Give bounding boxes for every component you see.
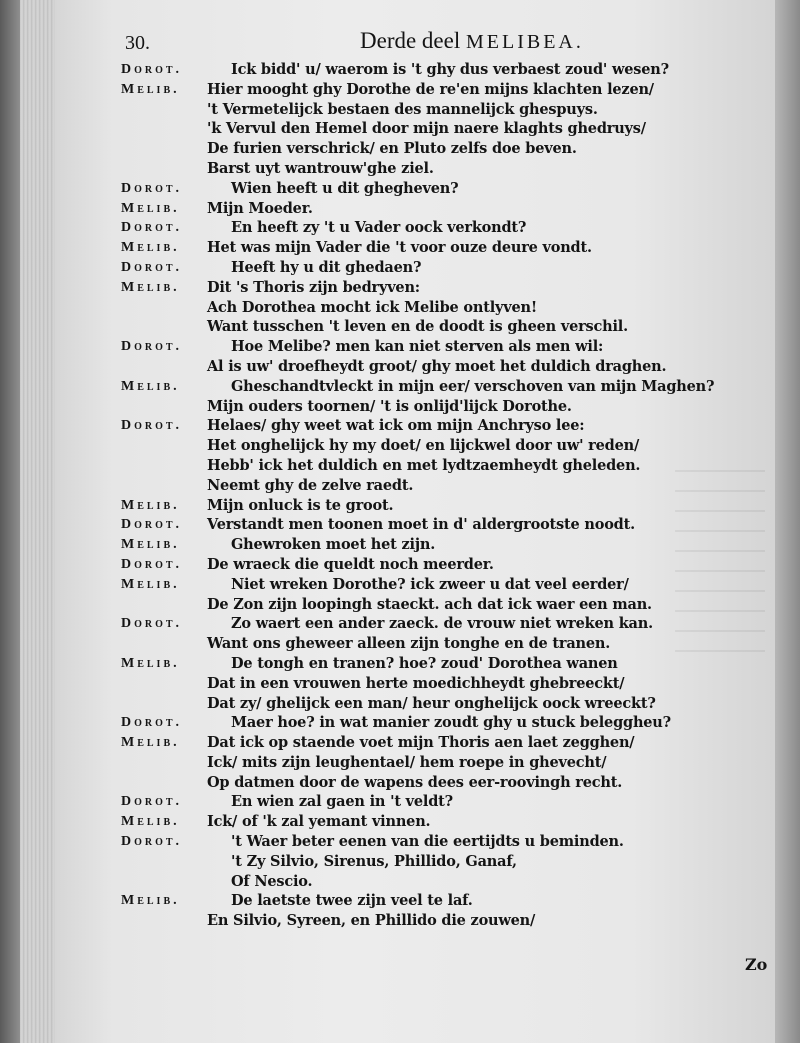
verse-text: De furien verschrick/ en Pluto zelfs doe beven. <box>207 140 577 158</box>
speaker-label: Dorot. <box>121 715 183 731</box>
verse-text: Dat in een vrouwen herte moedichheydt ghebreeckt/ <box>207 674 625 692</box>
dialogue-line <box>55 911 775 931</box>
dialogue-line <box>55 674 775 694</box>
dialogue-line <box>55 713 775 733</box>
dialogue-line <box>55 80 775 100</box>
page-number: 30. <box>125 32 150 54</box>
dialogue-line <box>55 317 775 337</box>
speaker-label: Dorot. <box>121 180 183 196</box>
dialogue-line <box>55 634 775 654</box>
dialogue-line <box>55 278 775 298</box>
speaker-label: Dorot. <box>121 220 183 236</box>
dialogue-line <box>55 60 775 80</box>
catchword: Zo <box>745 955 768 974</box>
speaker-label: Melib. <box>121 240 180 256</box>
verse-text: Dat ick op staende voet mijn Thoris aen laet zegghen/ <box>207 734 635 752</box>
dialogue-line <box>55 298 775 318</box>
verse-text: Mijn ouders toornen/ 't is onlijd'lijck Dorothe. <box>207 397 572 415</box>
verse-text: Verstandt men toonen moet in d' aldergrootste noodt. <box>207 516 635 534</box>
verse-text: Maer hoe? in wat manier zoudt ghy u stuck beleggheu? <box>231 714 671 732</box>
verse-text: Mijn Moeder. <box>207 199 313 217</box>
dialogue-line <box>55 832 775 852</box>
dialogue-line <box>55 377 775 397</box>
verse-text: Zo waert een ander zaeck. de vrouw niet wreken kan. <box>231 615 653 633</box>
dialogue-line <box>55 100 775 120</box>
verse-text: Want ons gheweer alleen zijn tonghe en de tranen. <box>207 635 611 653</box>
speaker-label: Dorot. <box>121 616 183 632</box>
dialogue-line <box>55 575 775 595</box>
speaker-label: Dorot. <box>121 556 183 572</box>
speaker-label: Melib. <box>121 378 180 394</box>
dialogue-line <box>55 159 775 179</box>
dialogue-line <box>55 456 775 476</box>
dialogue-line <box>55 694 775 714</box>
speaker-label: Dorot. <box>121 259 183 275</box>
running-title <box>360 28 584 54</box>
verse-text: Hier mooght ghy Dorothe de re'en mijns klachten lezen/ <box>207 80 654 98</box>
speaker-label: Melib. <box>121 735 180 751</box>
verse-text: 't Vermetelijck bestaen des mannelijck ghespuys. <box>207 100 598 118</box>
verse-text: Barst uyt wantrouw'ghe ziel. <box>207 159 434 177</box>
dialogue-line <box>55 476 775 496</box>
verse-text: Hebb' ick het duldich en met lydtzaemheydt gheleden. <box>207 456 641 474</box>
speaker-label: Dorot. <box>121 794 183 810</box>
verse-text: Neemt ghy de zelve raedt. <box>207 476 414 494</box>
dialogue-line <box>55 654 775 674</box>
speaker-label: Dorot. <box>121 62 183 77</box>
verse-text: Op datmen door de wapens dees eer-roovingh recht. <box>207 773 623 791</box>
dialogue-line <box>55 773 775 793</box>
dialogue-line <box>55 515 775 535</box>
dialogue-line <box>55 397 775 417</box>
dialogue-line <box>55 496 775 516</box>
dialogue-line <box>55 258 775 278</box>
dialogue-line <box>55 614 775 634</box>
verse-text: Ick/ mits zijn leughentael/ hem roepe in ghevecht/ <box>207 753 607 771</box>
dialogue-line <box>55 872 775 892</box>
speaker-label: Melib. <box>121 200 180 216</box>
dialogue-line <box>55 139 775 159</box>
speaker-label: Melib. <box>121 655 180 671</box>
dialogue-line <box>55 416 775 436</box>
speaker-label: Melib. <box>121 537 180 553</box>
verse-text: Of Nescio. <box>231 872 313 890</box>
verse-text: 'k Vervul den Hemel door mijn naere klaghts ghedruys/ <box>207 120 646 138</box>
verse-text: Gheschandtvleckt in mijn eer/ verschoven van mijn Maghen? <box>231 377 715 395</box>
dialogue-line <box>55 179 775 199</box>
dialogue-line <box>55 436 775 456</box>
dialogue-line <box>55 891 775 911</box>
speaker-label: Dorot. <box>121 418 183 434</box>
dialogue-lines <box>55 60 775 931</box>
verse-text: Hoe Melibe? men kan niet sterven als men wil: <box>231 338 604 356</box>
verse-text: Het was mijn Vader die 't voor ouze deure vondt. <box>207 239 592 257</box>
dialogue-line <box>55 753 775 773</box>
speaker-label: Melib. <box>121 893 180 909</box>
speaker-label: Melib. <box>121 81 180 97</box>
verse-text: De laetste twee zijn veel te laf. <box>231 892 473 910</box>
verse-text: En Silvio, Syreen, en Phillido die zouwen/ <box>207 912 536 930</box>
verse-text: Ghewroken moet het zijn. <box>231 536 436 554</box>
dialogue-line <box>55 119 775 139</box>
speaker-label: Melib. <box>121 814 180 830</box>
dialogue-line <box>55 218 775 238</box>
verse-text: En heeft zy 't u Vader oock verkondt? <box>231 219 527 237</box>
dialogue-line <box>55 852 775 872</box>
speaker-label: Melib. <box>121 576 180 592</box>
verse-text: De Zon zijn loopingh staeckt. ach dat ick waer een man. <box>207 595 652 613</box>
dialogue-line <box>55 733 775 753</box>
verse-text: Dit 's Thoris zijn bedryven: <box>207 278 420 296</box>
verse-text: Mijn onluck is te groot. <box>207 496 394 514</box>
speaker-label: Dorot. <box>121 834 183 850</box>
speaker-label: Dorot. <box>121 339 183 355</box>
verse-text: Dat zy/ ghelijck een man/ heur onghelijck oock wreeckt? <box>207 694 656 712</box>
dialogue-line <box>55 595 775 615</box>
verse-text: Ach Dorothea mocht ick Melibe ontlyven! <box>207 298 538 316</box>
verse-text: Het onghelijck hy my doet/ en lijckwel door uw' reden/ <box>207 437 640 455</box>
verse-text: De tongh en tranen? hoe? zoud' Dorothea wanen <box>231 654 618 672</box>
dialogue-line <box>55 357 775 377</box>
verse-text: 't Waer beter eenen van die eertijdts u beminden. <box>231 833 624 851</box>
running-title-lead: Derde deel <box>360 28 461 53</box>
running-title-name: MELIBEA. <box>466 31 584 53</box>
speaker-label: Melib. <box>121 497 180 513</box>
verse-text: Want tusschen 't leven en de doodt is gheen verschil. <box>207 318 628 336</box>
verse-text: Wien heeft u dit ghegheven? <box>231 179 459 197</box>
verse-text: Ick/ of 'k zal yemant vinnen. <box>207 813 431 831</box>
dialogue-line <box>55 535 775 555</box>
verse-text: De wraeck die queldt noch meerder. <box>207 555 494 573</box>
verse-text: En wien zal gaen in 't veldt? <box>231 793 453 811</box>
speaker-label: Melib. <box>121 279 180 295</box>
verse-text: Heeft hy u dit ghedaen? <box>231 258 422 276</box>
verse-text: Al is uw' droefheydt groot/ ghy moet het duldich draghen. <box>207 357 667 375</box>
dialogue-line <box>55 555 775 575</box>
verse-text: Ick bidd' u/ waerom is 't ghy dus verbaest zoud' wesen? <box>231 61 669 78</box>
speaker-label: Dorot. <box>121 517 183 533</box>
verse-text: Niet wreken Dorothe? ick zweer u dat veel eerder/ <box>231 575 629 593</box>
verse-text: 't Zy Silvio, Sirenus, Phillido, Ganaf, <box>231 852 517 870</box>
dialogue-line <box>55 199 775 219</box>
dialogue-line <box>55 238 775 258</box>
dialogue-line <box>55 812 775 832</box>
dialogue-line <box>55 792 775 812</box>
verse-text: Helaes/ ghy weet wat ick om mijn Anchryso lee: <box>207 417 585 435</box>
dialogue-line <box>55 337 775 357</box>
book-page <box>55 0 775 1043</box>
